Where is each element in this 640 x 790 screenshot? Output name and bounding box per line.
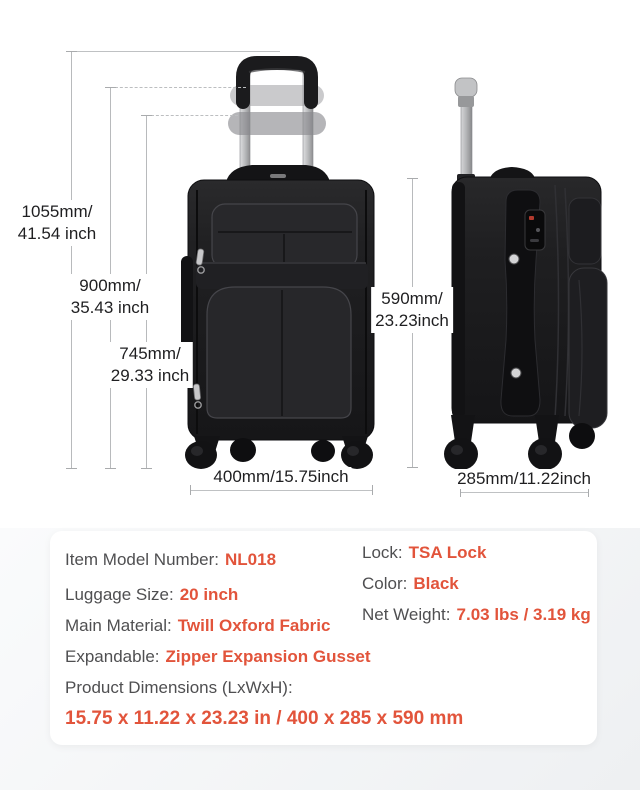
measurement-label-745 (107, 342, 193, 388)
spec-value: Zipper Expansion Gusset (165, 647, 371, 666)
spec-row-weight (362, 605, 591, 625)
spec-label: Luggage Size: (65, 585, 174, 604)
measurement-text: 23.23inch (375, 311, 449, 330)
spec-value: 20 inch (179, 585, 239, 604)
spec-label: Expandable: (65, 647, 160, 666)
dimension-connector-900 (110, 87, 246, 88)
carry-handle-side (490, 167, 535, 178)
spec-label: Item Model Number: (65, 550, 219, 569)
dimension-line-400 (190, 490, 372, 491)
dimension-connector-745 (146, 115, 238, 116)
dimension-cap (66, 468, 77, 469)
spinner-wheels (185, 436, 373, 469)
spec-value: Black (413, 574, 459, 593)
brand-mark (270, 174, 286, 178)
dimension-cap (407, 178, 418, 179)
spec-row-expandable (65, 647, 371, 667)
tsa-lock (525, 210, 545, 250)
spec-row-lock (362, 543, 486, 563)
spec-row-material (65, 616, 330, 636)
dimension-line-285 (460, 492, 588, 493)
front-view-suitcase-image (170, 48, 400, 472)
spec-value: 7.03 lbs / 3.19 kg (456, 605, 591, 624)
carry-handle (226, 165, 330, 182)
dimension-cap (407, 467, 418, 468)
spec-row-model (65, 550, 276, 570)
measurement-text: 285mm/11.22inch (457, 469, 591, 488)
measurement-label-285 (454, 469, 594, 489)
measurement-text: 400mm/15.75inch (213, 467, 349, 486)
measurement-label-400 (210, 467, 351, 487)
spec-row-dimensions-title (65, 678, 293, 698)
dimension-cap (105, 87, 116, 88)
dimension-cap (141, 115, 152, 116)
spec-card (50, 531, 597, 745)
measurement-text: 41.54 inch (17, 224, 97, 243)
side-view-suitcase-image (443, 70, 613, 474)
upper-front-pocket (212, 204, 357, 268)
dimension-connector-1055 (72, 51, 280, 52)
spec-value: NL018 (225, 550, 277, 569)
dimension-cap (66, 51, 77, 52)
spec-row-size (65, 585, 238, 605)
spec-row-dimensions-value (65, 708, 463, 730)
measurement-text: 1055mm/ (21, 202, 93, 221)
spec-row-color (362, 574, 459, 594)
side-telescoping-pole (455, 78, 477, 183)
measurement-text: 29.33 inch (110, 366, 190, 385)
measurement-label-900 (67, 274, 153, 320)
spec-label: Lock: (362, 543, 403, 562)
spec-label: Color: (362, 574, 408, 593)
measurement-label-590 (371, 287, 453, 333)
spec-value: 15.75 x 11.22 x 23.23 in / 400 x 285 x 590 mm (65, 708, 464, 729)
measurement-text: 745mm/ (119, 344, 181, 363)
dimension-cap (372, 485, 373, 495)
dimension-line-1055 (71, 51, 72, 469)
spec-value: TSA Lock (408, 543, 487, 562)
middle-band (196, 262, 368, 289)
lower-front-pocket (207, 287, 351, 418)
measurement-label-1055 (14, 200, 100, 246)
dimension-cap (190, 485, 191, 495)
spec-value: Twill Oxford Fabric (177, 616, 331, 635)
dimension-cap (141, 468, 152, 469)
measurement-text: 590mm/ (381, 289, 443, 308)
spec-label: Product Dimensions (LxWxH): (65, 678, 293, 697)
dimension-cap (105, 468, 116, 469)
spec-label: Net Weight: (362, 605, 451, 624)
spec-label: Main Material: (65, 616, 172, 635)
measurement-text: 900mm/ (79, 276, 141, 295)
measurement-text: 35.43 inch (70, 298, 150, 317)
